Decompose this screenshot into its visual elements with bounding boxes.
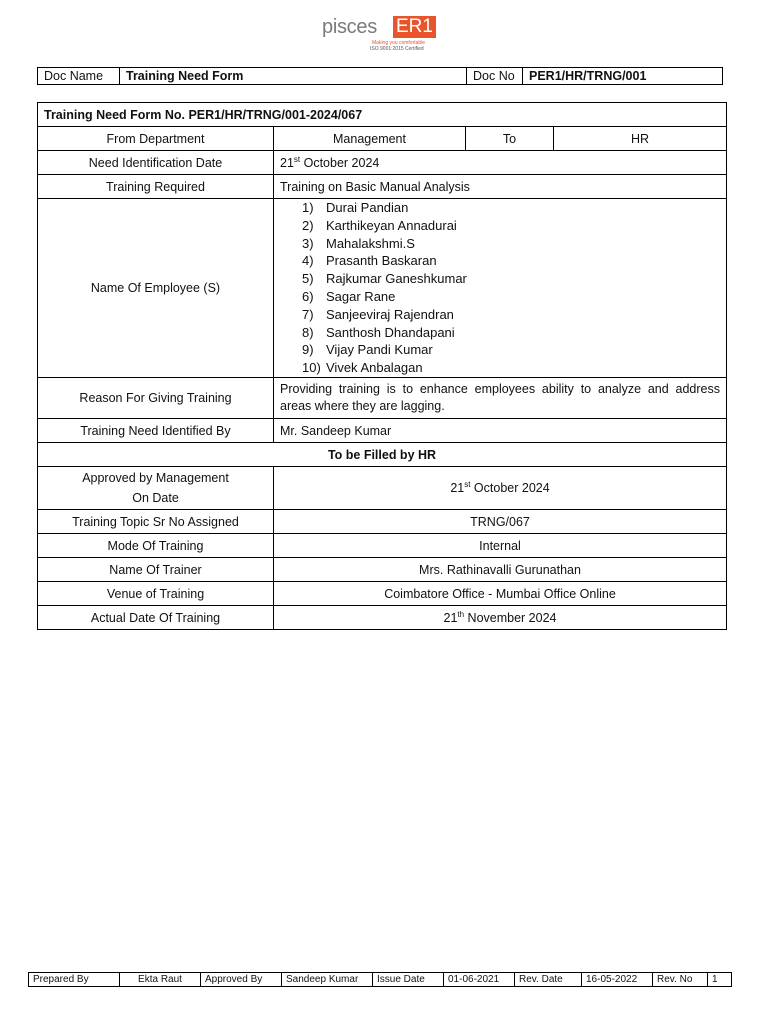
actual-date-label: Actual Date Of Training [38,606,274,630]
employee-item [280,199,720,217]
employee-number: 5) [302,271,314,287]
employee-item [280,306,720,324]
employee-list [280,199,720,377]
training-need-form-table [37,102,727,630]
doc-no-value: PER1/HR/TRNG/001 [523,68,723,85]
reason-label: Reason For Giving Training [38,378,274,419]
company-logo [322,14,438,54]
issue-date-value: 01-06-2021 [444,973,515,987]
employee-number: 1) [302,200,314,216]
employee-item [280,217,720,235]
employee-number: 4) [302,253,314,269]
employee-item [280,324,720,342]
topic-value: TRNG/067 [274,510,727,534]
employee-name: Mahalakshmi.S [326,235,415,251]
employee-item [280,270,720,288]
doc-name-value: Training Need Form [120,68,467,85]
employee-item [280,359,720,377]
employee-name: Vivek Anbalagan [326,360,423,376]
logo-iso: ISO 9001:2015 Certified [370,46,424,52]
footer-table [28,972,732,987]
hr-section-heading: To be Filled by HR [38,443,727,467]
employee-name: Prasanth Baskaran [326,253,437,269]
employee-name: Karthikeyan Annadurai [326,217,457,233]
to-label: To [466,127,554,151]
employee-name: Vijay Pandi Kumar [326,342,433,358]
issue-date-label: Issue Date [373,973,444,987]
mode-label: Mode Of Training [38,534,274,558]
approved-value: 21st October 2024 [274,467,727,510]
employee-number: 3) [302,235,314,251]
training-required-value: Training on Basic Manual Analysis [274,175,727,199]
logo-mark: ER1 [393,16,436,38]
employee-number: 2) [302,217,314,233]
identified-by-label: Training Need Identified By [38,419,274,443]
trainer-label: Name Of Trainer [38,558,274,582]
mode-value: Internal [274,534,727,558]
approved-by-value: Sandeep Kumar [282,973,373,987]
employees-value [274,199,727,378]
from-department-value: Management [274,127,466,151]
from-department-label: From Department [38,127,274,151]
training-required-label: Training Required [38,175,274,199]
doc-no-label: Doc No [467,68,523,85]
employee-name: Sanjeeviraj Rajendran [326,306,454,322]
to-value: HR [554,127,727,151]
employee-item [280,341,720,359]
trainer-value: Mrs. Rathinavalli Gurunathan [274,558,727,582]
rev-date-label: Rev. Date [515,973,582,987]
employee-name: Sagar Rane [326,289,396,304]
logo-text: pisces [322,16,377,38]
venue-value: Coimbatore Office - Mumbai Office Online [274,582,727,606]
employee-name: Rajkumar Ganeshkumar [326,271,467,287]
venue-label: Venue of Training [38,582,274,606]
rev-no-value: 1 [708,973,732,987]
employees-label: Name Of Employee (S) [38,199,274,378]
employee-item [280,235,720,253]
form-title: Training Need Form No. PER1/HR/TRNG/001-2024/067 [38,103,727,127]
employee-name: Durai Pandian [326,200,409,216]
employee-number: 8) [302,324,314,340]
employee-name: Santhosh Dhandapani [326,324,455,340]
employee-number: 6) [302,289,314,304]
doc-name-label: Doc Name [38,68,120,85]
employee-number: 9) [302,342,314,358]
rev-no-label: Rev. No [653,973,708,987]
logo-tagline: Making you comfortable [372,40,426,46]
need-date-label: Need Identification Date [38,151,274,175]
prepared-by-label: Prepared By [29,973,120,987]
approved-by-label: Approved By [201,973,282,987]
actual-date-value: 21th November 2024 [274,606,727,630]
employee-number: 7) [302,306,314,322]
employee-number: 10) [302,360,321,376]
document-header-table [37,67,723,85]
reason-value: Providing training is to enhance employees ability to analyze and address areas where they are lagging. [274,378,727,419]
approved-label: Approved by Management On Date [38,467,274,510]
prepared-by-value: Ekta Raut [120,973,201,987]
topic-label: Training Topic Sr No Assigned [38,510,274,534]
employee-item [280,252,720,270]
employee-item [280,288,720,306]
identified-by-value: Mr. Sandeep Kumar [274,419,727,443]
need-date-value: 21st October 2024 [274,151,727,175]
rev-date-value: 16-05-2022 [582,973,653,987]
